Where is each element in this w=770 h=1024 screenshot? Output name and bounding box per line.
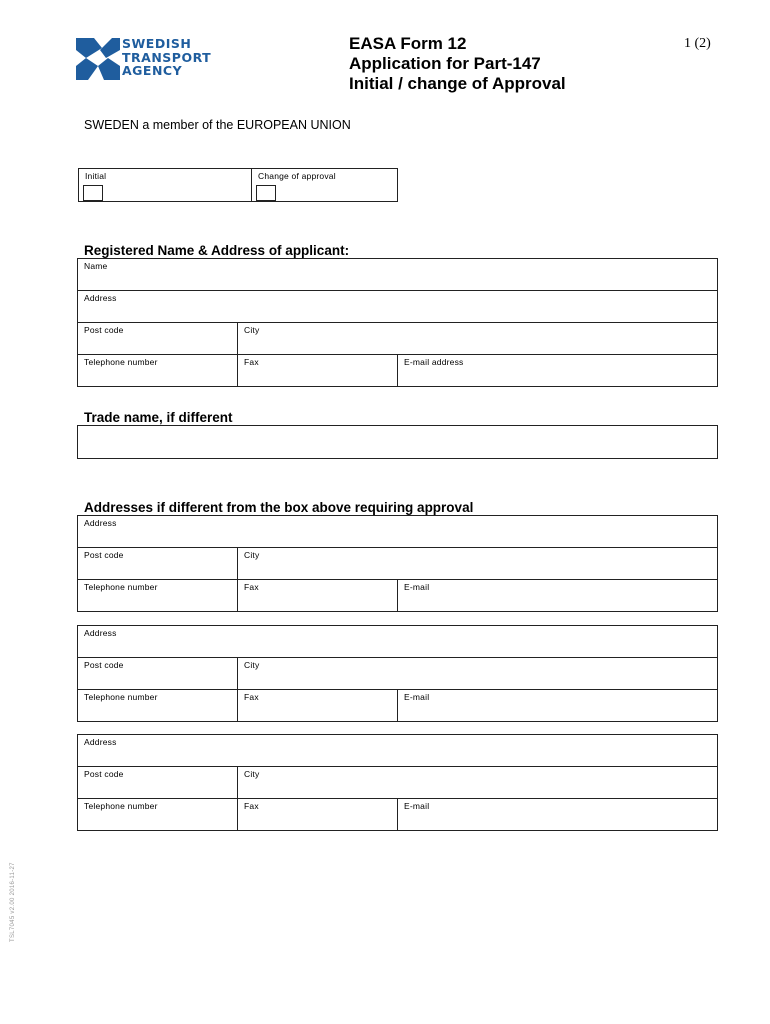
telephone-label: Telephone number — [84, 692, 158, 702]
city-field[interactable] — [238, 767, 718, 799]
fax-field[interactable] — [238, 580, 398, 612]
telephone-label: Telephone number — [84, 582, 158, 592]
email-label: E-mail — [404, 801, 430, 811]
other-address-block-1 — [77, 515, 718, 612]
telephone-field[interactable] — [78, 799, 238, 831]
post-code-label: Post code — [84, 660, 124, 670]
address-field[interactable] — [78, 291, 718, 323]
swedish-transport-agency-logo — [76, 36, 226, 82]
change-of-approval-label: Change of approval — [258, 171, 336, 181]
logo-line-1: SWEDISH — [122, 36, 192, 51]
post-code-label: Post code — [84, 769, 124, 779]
initial-label: Initial — [85, 171, 107, 181]
post-code-field[interactable] — [78, 323, 238, 355]
address-label: Address — [84, 518, 117, 528]
address-label: Address — [84, 737, 117, 747]
initial-cell — [79, 169, 252, 202]
email-field[interactable] — [398, 799, 718, 831]
fax-field[interactable] — [238, 690, 398, 722]
form-title-line-2: Application for Part-147 — [349, 54, 541, 73]
fax-field[interactable] — [238, 355, 398, 387]
city-label: City — [244, 550, 260, 560]
initial-checkbox[interactable] — [83, 185, 103, 201]
post-code-field[interactable] — [78, 658, 238, 690]
email-label: E-mail — [404, 582, 430, 592]
approval-type-table — [78, 168, 398, 202]
fax-label: Fax — [244, 582, 259, 592]
city-field[interactable] — [238, 658, 718, 690]
form-title-line-1: EASA Form 12 — [349, 34, 467, 53]
fax-label: Fax — [244, 801, 259, 811]
city-field[interactable] — [238, 323, 718, 355]
post-code-field[interactable] — [78, 548, 238, 580]
form-title-line-3: Initial / change of Approval — [349, 74, 566, 93]
logo-wordmark — [122, 37, 211, 78]
post-code-label: Post code — [84, 550, 124, 560]
logo-line-3: AGENCY — [122, 63, 183, 78]
fax-field[interactable] — [238, 799, 398, 831]
email-label: E-mail address — [404, 357, 464, 367]
form-title — [349, 34, 566, 94]
address-field[interactable] — [78, 626, 718, 658]
city-label: City — [244, 769, 260, 779]
logo-line-2: TRANSPORT — [122, 49, 212, 65]
other-addresses-heading: Addresses if different from the box above requiring approval — [84, 500, 474, 515]
telephone-field[interactable] — [78, 355, 238, 387]
fax-label: Fax — [244, 357, 259, 367]
address-field[interactable] — [78, 735, 718, 767]
city-label: City — [244, 325, 260, 335]
eu-membership-statement: SWEDEN a member of the EUROPEAN UNION — [84, 118, 351, 132]
other-address-block-3 — [77, 734, 718, 831]
email-field[interactable] — [398, 580, 718, 612]
fax-label: Fax — [244, 692, 259, 702]
telephone-label: Telephone number — [84, 801, 158, 811]
city-field[interactable] — [238, 548, 718, 580]
city-label: City — [244, 660, 260, 670]
name-field[interactable] — [78, 259, 718, 291]
telephone-field[interactable] — [78, 580, 238, 612]
address-field[interactable] — [78, 516, 718, 548]
email-field[interactable] — [398, 355, 718, 387]
agency-emblem-icon — [76, 36, 120, 80]
telephone-label: Telephone number — [84, 357, 158, 367]
telephone-field[interactable] — [78, 690, 238, 722]
other-address-block-2 — [77, 625, 718, 722]
address-label: Address — [84, 628, 117, 638]
post-code-field[interactable] — [78, 767, 238, 799]
name-label: Name — [84, 261, 108, 271]
email-label: E-mail — [404, 692, 430, 702]
address-label: Address — [84, 293, 117, 303]
form-reference-code: TSL7045 v2.00 2016-11-27 — [10, 862, 16, 942]
change-of-approval-cell — [252, 169, 398, 202]
applicant-heading: Registered Name & Address of applicant: — [84, 243, 350, 258]
applicant-table — [77, 258, 718, 387]
email-field[interactable] — [398, 690, 718, 722]
page-number: 1 (2) — [684, 36, 711, 51]
change-of-approval-checkbox[interactable] — [256, 185, 276, 201]
trade-name-heading: Trade name, if different — [84, 410, 233, 425]
post-code-label: Post code — [84, 325, 124, 335]
trade-name-table — [77, 425, 718, 459]
trade-name-field[interactable] — [78, 426, 718, 459]
